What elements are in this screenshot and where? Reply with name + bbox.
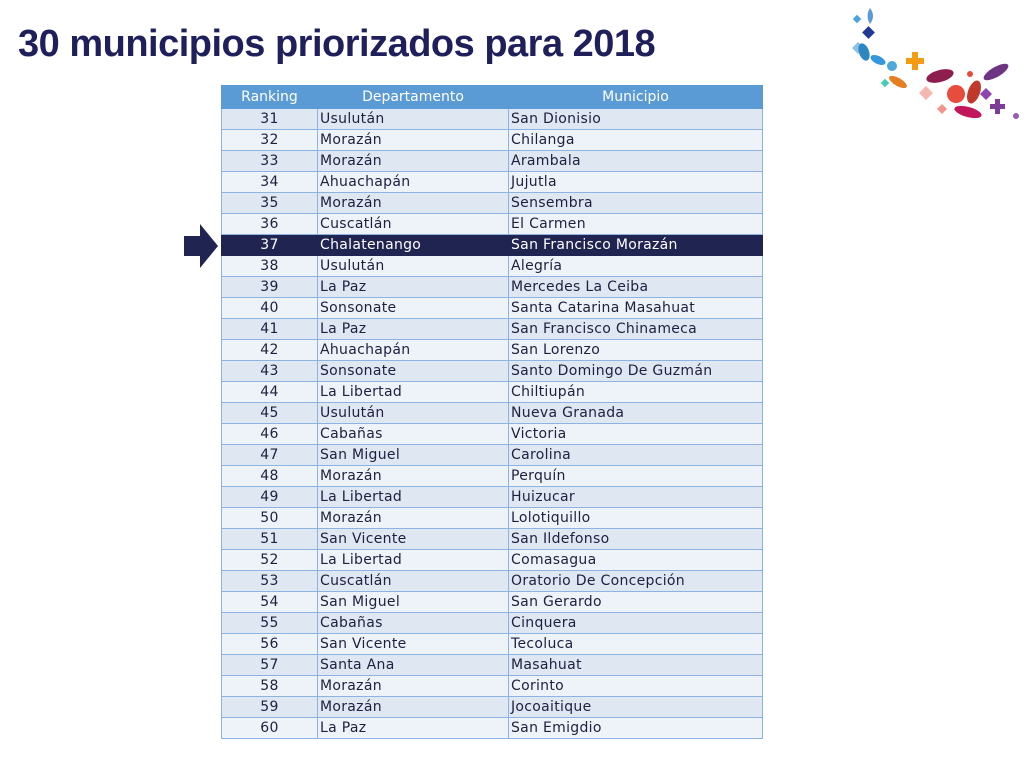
municipio-cell: Tecoluca [509, 634, 763, 655]
municipios-table [221, 85, 763, 739]
table-row [222, 529, 763, 550]
table-row [222, 277, 763, 298]
municipio-cell: Victoria [509, 424, 763, 445]
departamento-cell: Morazán [318, 130, 509, 151]
departamento-cell: Morazán [318, 151, 509, 172]
municipio-cell: San Lorenzo [509, 340, 763, 361]
table-row [222, 676, 763, 697]
departamento-cell: Cuscatlán [318, 214, 509, 235]
table-row [222, 298, 763, 319]
departamento-cell: La Libertad [318, 550, 509, 571]
departamento-cell: Ahuachapán [318, 172, 509, 193]
table-row [222, 109, 763, 130]
departamento-cell: San Miguel [318, 445, 509, 466]
table-row [222, 319, 763, 340]
municipio-cell: San Emigdio [509, 718, 763, 739]
municipio-cell: El Carmen [509, 214, 763, 235]
municipio-cell: Jocoaitique [509, 697, 763, 718]
table-row [222, 235, 763, 256]
table-row [222, 172, 763, 193]
departamento-cell: Cabañas [318, 424, 509, 445]
ranking-cell: 54 [222, 592, 318, 613]
departamento-cell: Morazán [318, 508, 509, 529]
ranking-cell: 39 [222, 277, 318, 298]
municipio-cell: San Gerardo [509, 592, 763, 613]
table-row [222, 193, 763, 214]
municipio-cell: Lolotiquillo [509, 508, 763, 529]
table-row [222, 340, 763, 361]
table-row [222, 382, 763, 403]
ranking-cell: 32 [222, 130, 318, 151]
municipio-cell: Santa Catarina Masahuat [509, 298, 763, 319]
departamento-cell: Morazán [318, 193, 509, 214]
municipio-cell: Perquín [509, 466, 763, 487]
departamento-cell: Santa Ana [318, 655, 509, 676]
municipio-cell: Nueva Granada [509, 403, 763, 424]
ranking-cell: 56 [222, 634, 318, 655]
departamento-cell: Sonsonate [318, 361, 509, 382]
column-header-municipio: Municipio [509, 86, 763, 109]
ranking-cell: 46 [222, 424, 318, 445]
ranking-cell: 51 [222, 529, 318, 550]
table-row [222, 361, 763, 382]
ranking-cell: 50 [222, 508, 318, 529]
ranking-cell: 59 [222, 697, 318, 718]
ranking-cell: 53 [222, 571, 318, 592]
municipio-cell: Chiltiupán [509, 382, 763, 403]
table-row [222, 214, 763, 235]
ranking-cell: 36 [222, 214, 318, 235]
ranking-cell: 44 [222, 382, 318, 403]
municipio-cell: Chilanga [509, 130, 763, 151]
departamento-cell: Usulután [318, 109, 509, 130]
departamento-cell: Chalatenango [318, 235, 509, 256]
departamento-cell: La Paz [318, 718, 509, 739]
municipio-cell: Masahuat [509, 655, 763, 676]
ranking-cell: 40 [222, 298, 318, 319]
table-header-row [222, 86, 763, 109]
departamento-cell: Cuscatlán [318, 571, 509, 592]
ranking-cell: 33 [222, 151, 318, 172]
departamento-cell: La Libertad [318, 382, 509, 403]
table-row [222, 592, 763, 613]
departamento-cell: La Paz [318, 319, 509, 340]
table-row [222, 445, 763, 466]
ranking-cell: 55 [222, 613, 318, 634]
ranking-cell: 48 [222, 466, 318, 487]
departamento-cell: San Miguel [318, 592, 509, 613]
table-row [222, 151, 763, 172]
ranking-cell: 37 [222, 235, 318, 256]
ranking-cell: 49 [222, 487, 318, 508]
ranking-cell: 60 [222, 718, 318, 739]
table-row [222, 718, 763, 739]
municipio-cell: Cinquera [509, 613, 763, 634]
departamento-cell: San Vicente [318, 529, 509, 550]
municipio-cell: Sensembra [509, 193, 763, 214]
departamento-cell: San Vicente [318, 634, 509, 655]
municipio-cell: Santo Domingo De Guzmán [509, 361, 763, 382]
table-row [222, 655, 763, 676]
ranking-cell: 41 [222, 319, 318, 340]
column-header-departamento: Departamento [318, 86, 509, 109]
departamento-cell: Usulután [318, 256, 509, 277]
municipio-cell: Alegría [509, 256, 763, 277]
departamento-cell: Usulután [318, 403, 509, 424]
table-row [222, 256, 763, 277]
confetti-decoration-icon [840, 0, 1024, 140]
table-row [222, 697, 763, 718]
ranking-cell: 34 [222, 172, 318, 193]
departamento-cell: Morazán [318, 676, 509, 697]
ranking-cell: 45 [222, 403, 318, 424]
municipio-cell: Jujutla [509, 172, 763, 193]
table-row [222, 424, 763, 445]
ranking-cell: 52 [222, 550, 318, 571]
municipio-cell: Carolina [509, 445, 763, 466]
ranking-cell: 43 [222, 361, 318, 382]
table-row [222, 571, 763, 592]
ranking-cell: 42 [222, 340, 318, 361]
departamento-cell: Morazán [318, 697, 509, 718]
ranking-cell: 57 [222, 655, 318, 676]
table-row [222, 130, 763, 151]
municipio-cell: Corinto [509, 676, 763, 697]
departamento-cell: La Paz [318, 277, 509, 298]
table-row [222, 403, 763, 424]
municipio-cell: San Francisco Morazán [509, 235, 763, 256]
arrow-right-icon [184, 224, 218, 268]
table-row [222, 613, 763, 634]
departamento-cell: La Libertad [318, 487, 509, 508]
table-row [222, 508, 763, 529]
departamento-cell: Cabañas [318, 613, 509, 634]
departamento-cell: Sonsonate [318, 298, 509, 319]
departamento-cell: Ahuachapán [318, 340, 509, 361]
table-row [222, 487, 763, 508]
column-header-ranking: Ranking [222, 86, 318, 109]
page-title: 30 municipios priorizados para 2018 [18, 23, 656, 65]
table-row [222, 634, 763, 655]
municipio-cell: San Ildefonso [509, 529, 763, 550]
ranking-cell: 31 [222, 109, 318, 130]
municipio-cell: San Dionisio [509, 109, 763, 130]
municipio-cell: Comasagua [509, 550, 763, 571]
table-row [222, 550, 763, 571]
table-row [222, 466, 763, 487]
ranking-cell: 38 [222, 256, 318, 277]
municipio-cell: San Francisco Chinameca [509, 319, 763, 340]
ranking-cell: 58 [222, 676, 318, 697]
municipio-cell: Arambala [509, 151, 763, 172]
departamento-cell: Morazán [318, 466, 509, 487]
municipio-cell: Huizucar [509, 487, 763, 508]
municipio-cell: Oratorio De Concepción [509, 571, 763, 592]
municipio-cell: Mercedes La Ceiba [509, 277, 763, 298]
ranking-cell: 35 [222, 193, 318, 214]
ranking-cell: 47 [222, 445, 318, 466]
